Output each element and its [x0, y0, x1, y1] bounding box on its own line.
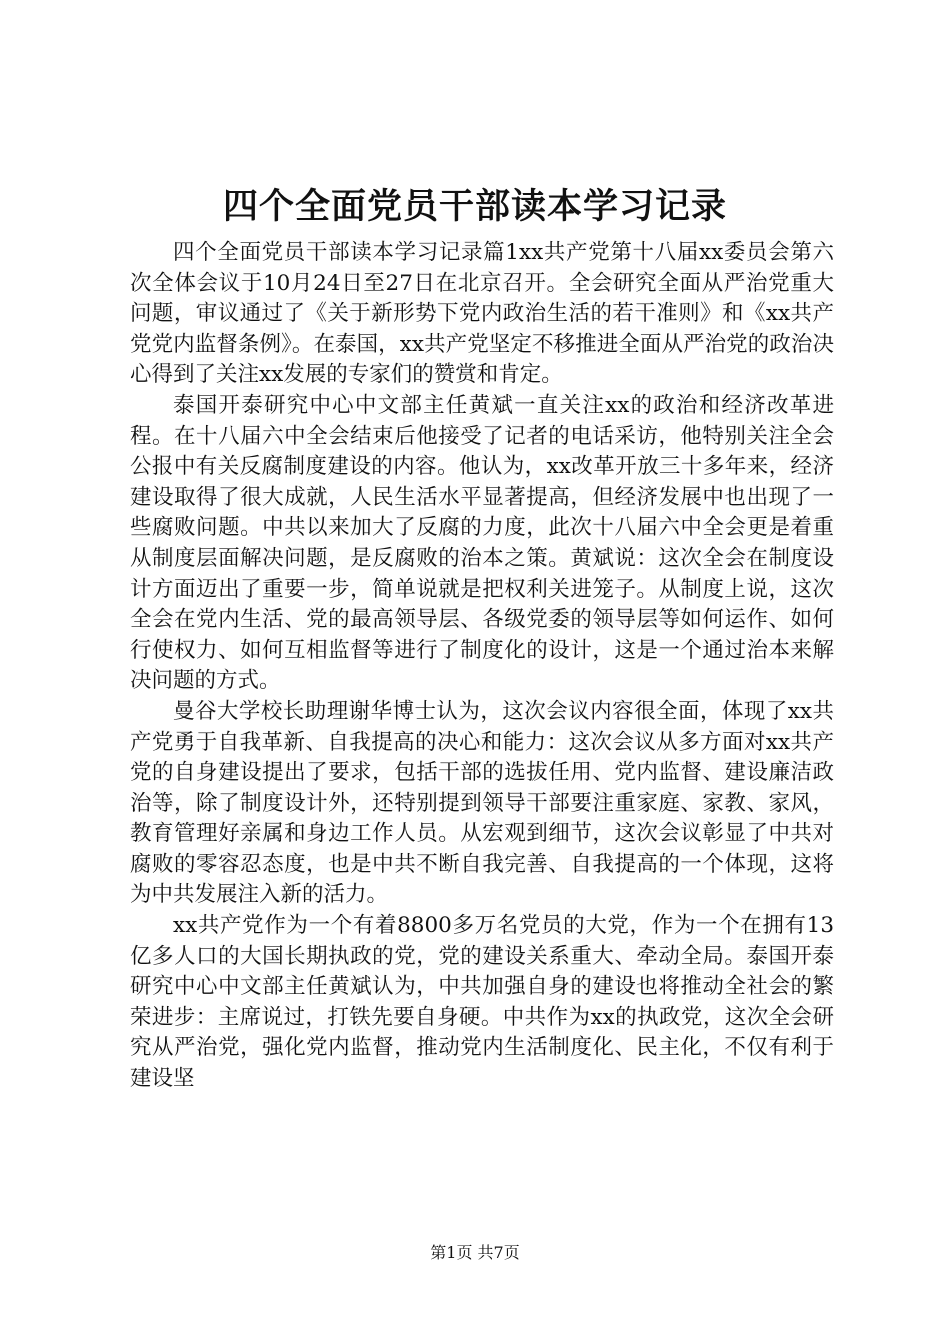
document-body: [130, 238, 834, 1095]
page-footer: 第1页 共7页: [430, 1243, 520, 1262]
paragraph: xx共产党作为一个有着8800多万名党员的大党，作为一个在拥有13亿多人口的大国长期执政的党，党的建设关系重大、牵动全局。泰国开泰研究中心中文部主任黄斌认为，中共加强自身的建设也将推动全社会的繁荣进步：主席说过，打铁先要自身硬。中共作为xx的执政党，这次全会研究从严治党，强化党内监督，推动党内生活制度化、民主化，不仅有利于建设坚: [130, 913, 834, 1092]
paragraph: 曼谷大学校长助理谢华博士认为，这次会议内容很全面，体现了xx共产党勇于自我革新、自我提高的决心和能力：这次会议从多方面对xx共产党的自身建设提出了要求，包括干部的选拔任用、党内监督、建设廉洁政治等，除了制度设计外，还特别提到领导干部要注重家庭、家教、家风，教育管理好亲属和身边工作人员。从宏观到细节，这次会议彰显了中共对腐败的零容忍态度，也是中共不断自我完善、自我提高的一个体现，这将为中共发展注入新的活力。: [130, 698, 834, 908]
paragraph: 泰国开泰研究中心中文部主任黄斌一直关注xx的政治和经济改革进程。在十八届六中全会结束后他接受了记者的电话采访，他特别关注全会公报中有关反腐制度建设的内容。他认为，xx改革开放三十多年来，经济建设取得了很大成就，人民生活水平显著提高，但经济发展中也出现了一些腐败问题。中共以来加大了反腐的力度，此次十八届六中全会更是着重从制度层面解决问题，是反腐败的治本之策。黄斌说：这次全会在制度设计方面迈出了重要一步，简单说就是把权利关进笼子。从制度上说，这次全会在党内生活、党的最高领导层、各级党委的领导层等如何运作、如何行使权力、如何互相监督等进行了制度化的设计，这是一个通过治本来解决问题的方式。: [130, 392, 834, 694]
document-title: 四个全面党员干部读本学习记录: [222, 186, 727, 227]
paragraph: 四个全面党员干部读本学习记录篇1xx共产党第十八届xx委员会第六次全体会议于10月24日至27日在北京召开。全会研究全面从严治党重大问题，审议通过了《关于新形势下党内政治生活的若干准则》和《xx共产党党内监督条例》。在泰国，xx共产党坚定不移推进全面从严治党的政治决心得到了关注xx发展的专家们的赞赏和肯定。: [130, 240, 834, 388]
